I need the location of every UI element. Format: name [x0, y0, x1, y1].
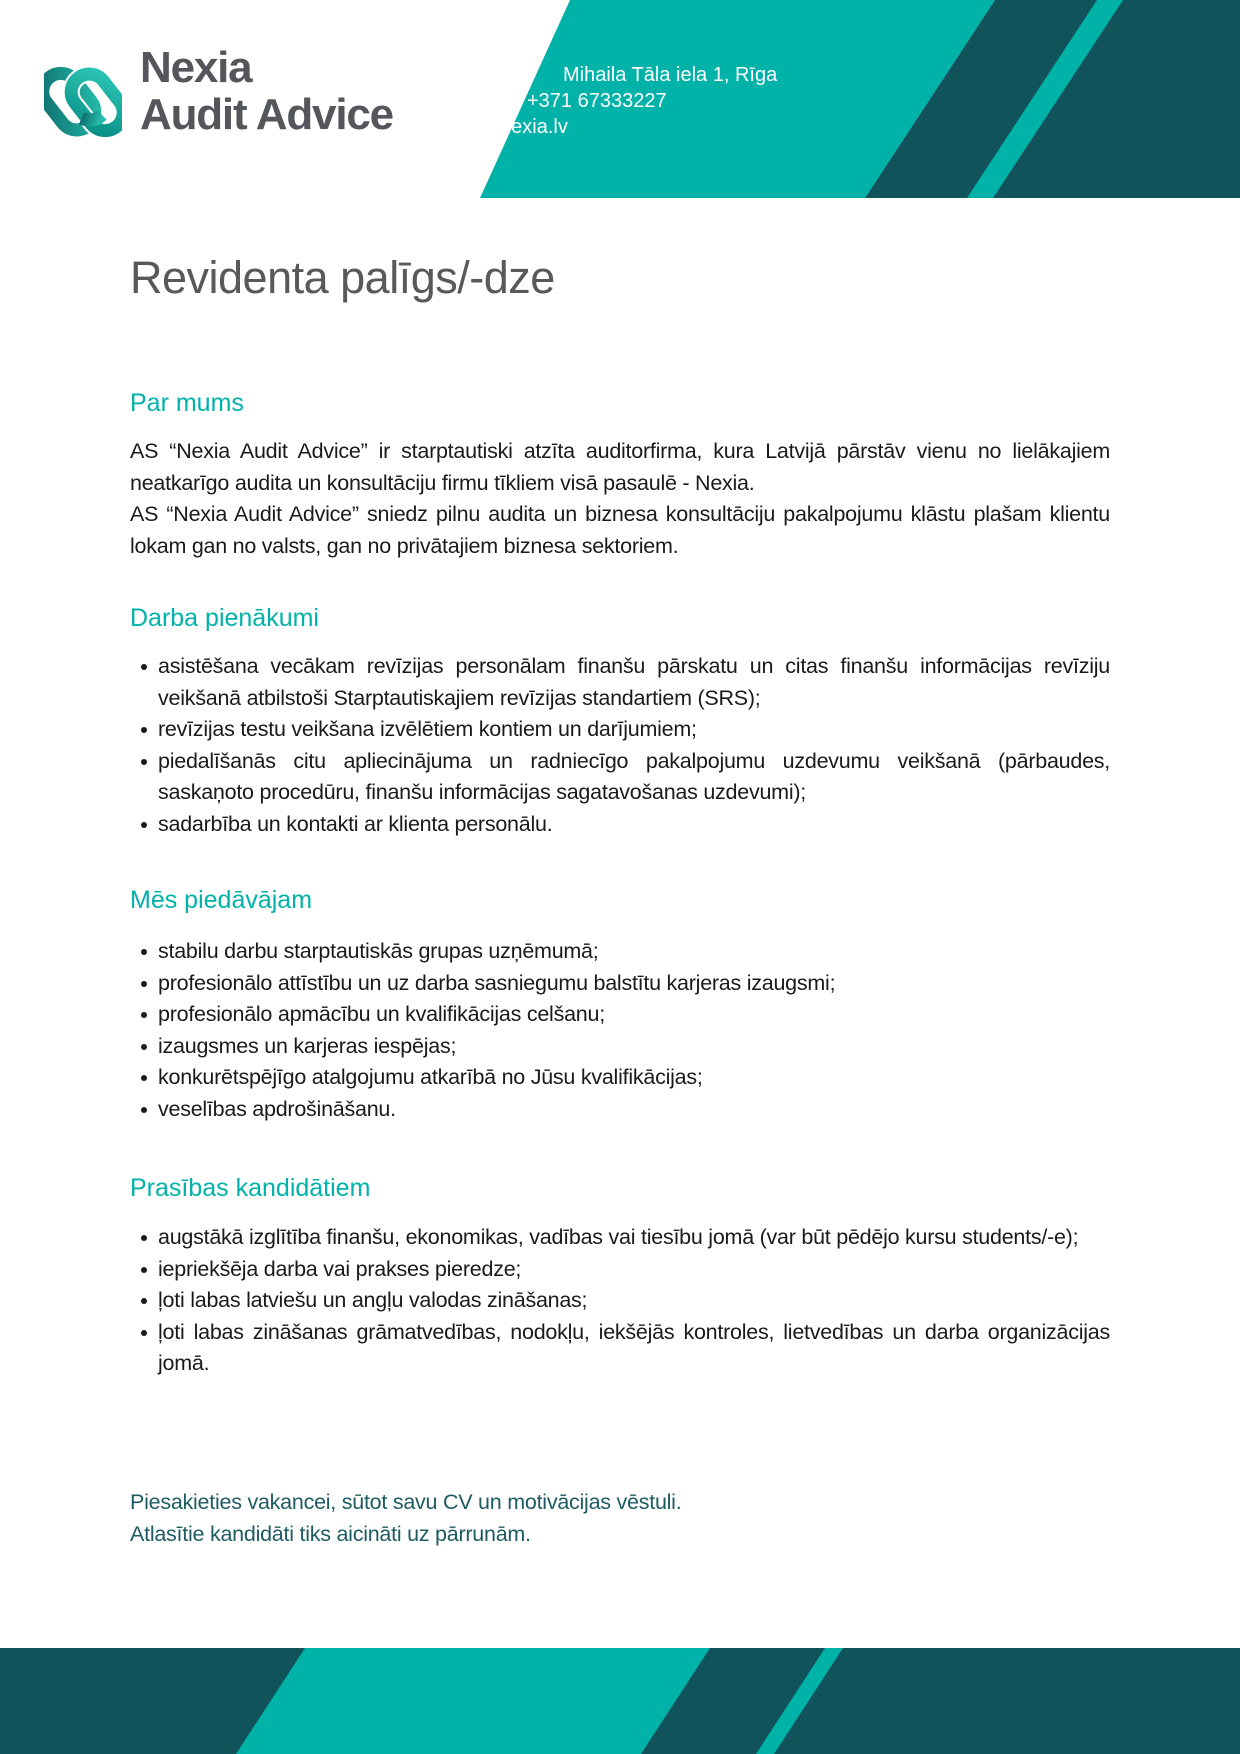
list-item: asistēšana vecākam revīzijas personālam finanšu pārskatu un citas finanšu informācijas revīziju veikšanā atbilstoši Starptautiskajiem revīzijas standartiem (SRS); — [130, 651, 1110, 714]
contact-website: nexia.lv — [500, 116, 568, 138]
contact-phone: +371 67333227 — [527, 90, 667, 112]
document-content — [130, 0, 1110, 1754]
section-heading-mes-piedavajam: Mēs piedāvājam — [130, 886, 313, 914]
about-paragraph-1: AS “Nexia Audit Advice” ir starptautiski atzīta auditorfirma, kura Latvijā pārstāv vienu no lielākajiem neatkarīgo audita un konsultāciju firmu tīkliem visā pasaulē - Nexia. — [130, 439, 1110, 495]
list-item: piedalīšanās citu apliecinājuma un radniecīgo pakalpojumu uzdevumu veikšanā (pārbaudes, saskaņoto procedūru, finanšu informācijas sagatavošanas uzdevumi); — [130, 746, 1110, 809]
footer-band — [0, 1648, 1240, 1754]
list-item: ļoti labas zināšanas grāmatvedības, nodokļu, iekšējās kontroles, lietvedības un darba organizācijas jomā. — [130, 1317, 1110, 1380]
closing-line-1: Piesakieties vakancei, sūtot savu CV un motivācijas vēstuli. — [130, 1490, 682, 1514]
list-item: sadarbība un kontakti ar klienta personālu. — [130, 809, 1110, 841]
list-item: stabilu darbu starptautiskās grupas uzņēmumā; — [130, 936, 1110, 968]
list-item: iepriekšēja darba vai prakses pieredze; — [130, 1254, 1110, 1286]
logo-line2: Audit Advice — [140, 90, 393, 139]
section-heading-prasibas-kandidatiem: Prasības kandidātiem — [130, 1174, 371, 1202]
about-paragraphs — [130, 436, 1110, 562]
duties-list — [130, 651, 1110, 840]
list-item: veselības apdrošināšanu. — [130, 1094, 1110, 1126]
about-paragraph-2: AS “Nexia Audit Advice” sniedz pilnu audita un biznesa konsultāciju pakalpojumu klāstu plašam klientu lokam gan no valsts, gan no privātajiem biznesa sektoriem. — [130, 502, 1110, 558]
application-instructions — [130, 1487, 1110, 1550]
logo-line1: Nexia — [140, 43, 252, 92]
list-item: profesionālo attīstību un uz darba sasniegumu balstītu karjeras izaugsmi; — [130, 968, 1110, 1000]
list-item: ļoti labas latviešu un angļu valodas zināšanas; — [130, 1285, 1110, 1317]
page-title: Revidenta palīgs/-dze — [130, 252, 555, 303]
list-item: konkurētspējīgo atalgojumu atkarībā no Jūsu kvalifikācijas; — [130, 1062, 1110, 1094]
list-item: revīzijas testu veikšana izvēlētiem kontiem un darījumiem; — [130, 714, 1110, 746]
offer-list — [130, 936, 1110, 1125]
list-item: profesionālo apmācību un kvalifikācijas celšanu; — [130, 999, 1110, 1031]
footer-teal-parallelogram — [236, 1648, 710, 1754]
contact-address: Mihaila Tāla iela 1, Rīga — [563, 64, 778, 86]
section-heading-darba-pienakumi: Darba pienākumi — [130, 604, 319, 632]
section-heading-par-mums: Par mums — [130, 389, 244, 417]
list-item: izaugsmes un karjeras iespējas; — [130, 1031, 1110, 1063]
list-item: augstākā izglītība finanšu, ekonomikas, vadības vai tiesību jomā (var būt pēdējo kursu students/-e); — [130, 1222, 1110, 1254]
requirements-list — [130, 1222, 1110, 1380]
closing-line-2: Atlasītie kandidāti tiks aicināti uz pārrunām. — [130, 1521, 531, 1546]
